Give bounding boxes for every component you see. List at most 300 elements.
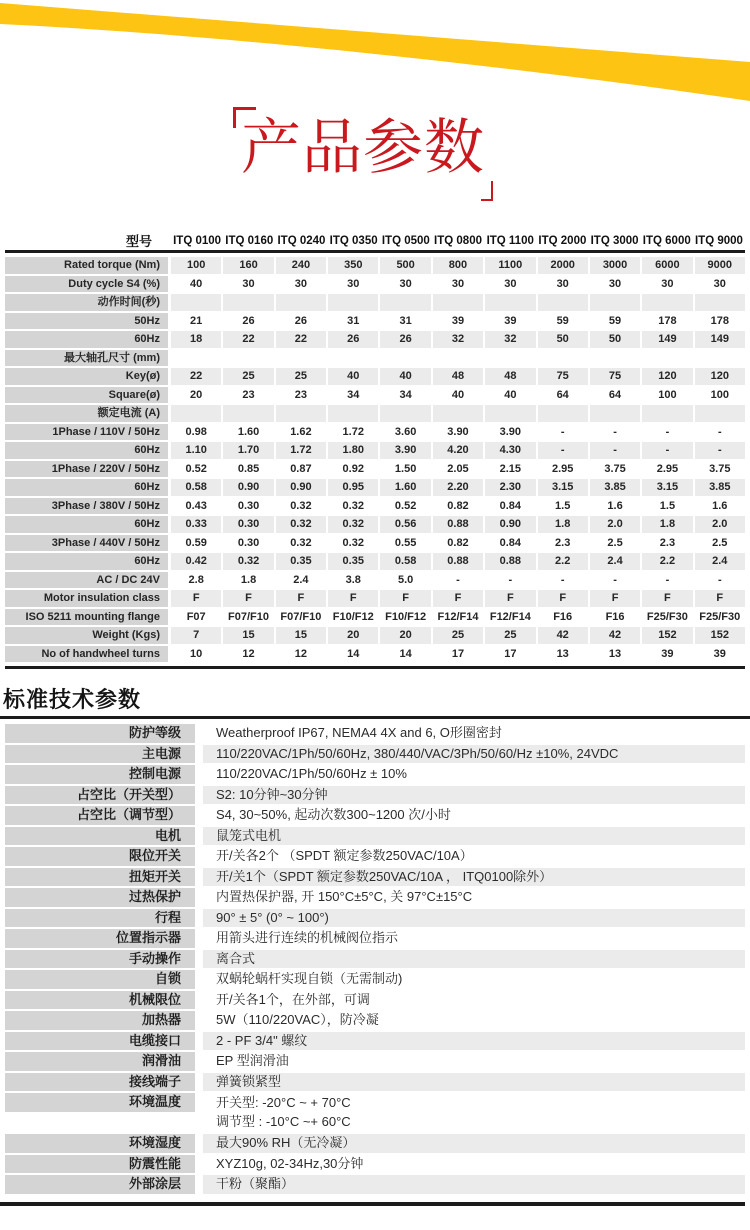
table1-row-label: Motor insulation class (5, 590, 168, 607)
model-name: ITQ 0350 (329, 234, 378, 247)
table1-row-label: ISO 5211 mounting flange (5, 609, 168, 626)
table1-value-cell: 30 (221, 276, 273, 293)
model-name: ITQ 0500 (381, 234, 430, 247)
table1-value-cell: 22 (274, 331, 326, 348)
table1-value-cell: 0.33 (171, 516, 221, 533)
table1-value-cell: 0.85 (221, 461, 273, 478)
table1-value-cell (693, 405, 745, 422)
table1-value-cell: 0.84 (483, 498, 535, 515)
table2-row-label: 自锁 (5, 970, 195, 989)
table1-value-cell: F07/F10 (221, 609, 273, 626)
model-name: ITQ 1100 (486, 234, 534, 247)
table1-value-cell: 100 (693, 387, 745, 404)
table2-row-label: 行程 (5, 909, 195, 928)
table1-value-cell: - (640, 424, 692, 441)
table2-row-label: 环境湿度 (5, 1134, 195, 1153)
table2-row (5, 868, 745, 887)
table1-value-cell: 0.35 (326, 553, 378, 570)
table2-row-value (203, 950, 745, 969)
table1-value-cell: 26 (378, 331, 430, 348)
table1-value-cell: 1.5 (640, 498, 692, 515)
table1-row (5, 424, 745, 441)
table1-value-cell (221, 405, 273, 422)
table2-row-value (203, 970, 745, 989)
table1-value-cell: 39 (483, 313, 535, 330)
table1-value-cell: 2.5 (693, 535, 745, 552)
table2-row-value (203, 888, 745, 907)
model-name: ITQ 0800 (434, 234, 482, 247)
table1-value-cell (640, 350, 692, 367)
table1-value-cell: 2.3 (640, 535, 692, 552)
table1-value-cell: 50 (536, 331, 588, 348)
table1-value-cell: 0.82 (431, 498, 483, 515)
table2-row-label: 扭矩开关 (5, 868, 195, 887)
table1-row (5, 479, 745, 496)
table1-value-cell: 0.42 (171, 553, 221, 570)
table1-value-cell: 0.43 (171, 498, 221, 515)
table1-value-cell: 3.85 (693, 479, 745, 496)
table1-value-cell (588, 350, 640, 367)
table1-value-cell: 25 (483, 627, 535, 644)
table1-row-values (171, 313, 745, 330)
table1-value-cell: F12/F14 (431, 609, 483, 626)
table2-row (5, 970, 745, 989)
table1-value-cell: 3.15 (640, 479, 692, 496)
table1-value-cell: 100 (171, 257, 221, 274)
table1-value-cell: F16 (536, 609, 588, 626)
table1-value-cell: 2.4 (588, 553, 640, 570)
table2-value-line: 开/关1个（SPDT 额定参数250VAC/10A ， ITQ0100除外） (216, 868, 553, 884)
table1-value-cell: 1.80 (326, 442, 378, 459)
table1-value-cell: 30 (431, 276, 483, 293)
table1-row (5, 627, 745, 644)
table2-row (5, 827, 745, 846)
table1-value-cell: 2.2 (536, 553, 588, 570)
table2-row-label: 控制电源 (5, 765, 195, 784)
table1-value-cell: F (536, 590, 588, 607)
table1-row-label: 动作时间(秒) (5, 294, 168, 311)
divider-under-parameter-table (5, 666, 745, 669)
table1-row-label: 60Hz (5, 442, 168, 459)
table1-row-label: AC / DC 24V (5, 572, 168, 589)
table1-value-cell: 42 (588, 627, 640, 644)
table1-value-cell: 20 (378, 627, 430, 644)
table1-value-cell: 15 (274, 627, 326, 644)
table1-value-cell (221, 294, 273, 311)
table1-value-cell: 9000 (693, 257, 745, 274)
table1-value-cell: 0.88 (431, 516, 483, 533)
table2-value-line: 鼠笼式电机 (216, 827, 282, 843)
table1-value-cell: 240 (274, 257, 326, 274)
table1-value-cell: F07 (171, 609, 221, 626)
model-name: ITQ 0240 (277, 234, 326, 247)
table1-value-cell (536, 294, 588, 311)
table1-value-cell: 3.85 (588, 479, 640, 496)
table1-value-cell: 31 (326, 313, 378, 330)
table1-value-cell: 1.60 (378, 479, 430, 496)
table1-value-cell: F (171, 590, 221, 607)
table1-value-cell: 1.6 (693, 498, 745, 515)
table2-value-line: 调节型 : -10°C ~+ 60°C (216, 1113, 351, 1129)
table1-row-label: Rated torque (Nm) (5, 257, 168, 274)
table1-value-cell: F12/F14 (483, 609, 535, 626)
table1-value-cell: 42 (536, 627, 588, 644)
table1-value-cell: 1.60 (221, 424, 273, 441)
table1-value-cell: 0.90 (274, 479, 326, 496)
table1-value-cell: 48 (483, 368, 535, 385)
table2-row-value (203, 1073, 745, 1092)
table1-value-cell (693, 350, 745, 367)
table1-value-cell: 0.92 (326, 461, 378, 478)
divider-under-section-title (0, 716, 750, 719)
table1-value-cell: 0.58 (378, 553, 430, 570)
model-name: ITQ 6000 (642, 234, 691, 247)
table1-value-cell: F10/F12 (326, 609, 378, 626)
table1-row-values (171, 276, 745, 293)
table1-value-cell: 2.95 (536, 461, 588, 478)
table2-row-value (203, 1134, 745, 1153)
table1-row-values (171, 442, 745, 459)
table1-value-cell: 2.2 (640, 553, 692, 570)
table1-value-cell: - (483, 572, 535, 589)
table1-value-cell (274, 294, 326, 311)
table1-value-cell: 30 (483, 276, 535, 293)
table1-value-cell: 25 (221, 368, 273, 385)
table1-row (5, 368, 745, 385)
table1-row-values (171, 294, 745, 311)
table2-value-line: S4, 30~50%, 起动次数300~1200 次/小时 (216, 807, 451, 822)
table1-value-cell: 3.90 (378, 442, 430, 459)
table1-value-cell: 178 (640, 313, 692, 330)
table1-row (5, 572, 745, 589)
table2-row-value (203, 1175, 745, 1194)
table1-value-cell: 152 (640, 627, 692, 644)
table2-row-label: 电缆接口 (5, 1032, 195, 1051)
table1-value-cell: 149 (640, 331, 692, 348)
table1-value-cell (588, 294, 640, 311)
table1-value-cell: 40 (483, 387, 535, 404)
table2-value-line: 110/220VAC/1Ph/50/60Hz ± 10% (216, 766, 407, 781)
table1-row (5, 646, 745, 663)
table1-value-cell: 0.32 (326, 498, 378, 515)
table1-value-cell: - (431, 572, 483, 589)
table1-value-cell: F (640, 590, 692, 607)
table1-value-cell (588, 405, 640, 422)
table2-row-label: 占空比（调节型） (5, 806, 195, 825)
table1-value-cell: 22 (221, 331, 273, 348)
table2-value-line: 干粉（聚酯） (216, 1176, 295, 1191)
table2-value-line: EP 型润滑油 (216, 1053, 289, 1068)
table1-value-cell: F (693, 590, 745, 607)
table1-value-cell: 0.88 (431, 553, 483, 570)
table1-value-cell: 0.52 (378, 498, 430, 515)
table1-value-cell: 120 (693, 368, 745, 385)
table1-value-cell: 40 (431, 387, 483, 404)
table1-value-cell: 21 (171, 313, 221, 330)
table1-value-cell: 14 (326, 646, 378, 663)
table2-row-label: 主电源 (5, 745, 195, 764)
table2-row-value (203, 827, 745, 846)
table2-value-line: 开/关各2个 （SPDT 额定参数250VAC/10A） (216, 848, 473, 863)
table1-row-label: 最大轴孔尺寸 (mm) (5, 350, 168, 367)
table1-value-cell: 75 (536, 368, 588, 385)
table1-value-cell: 30 (536, 276, 588, 293)
table1-value-cell: - (693, 572, 745, 589)
table1-row (5, 313, 745, 330)
table1-value-cell: 26 (326, 331, 378, 348)
table1-row-label: Weight (Kgs) (5, 627, 168, 644)
table1-value-cell: 39 (640, 646, 692, 663)
page-title: 产品参数 (241, 114, 485, 181)
table1-section-row (5, 294, 745, 311)
section-title: 标准技术参数 (3, 687, 142, 712)
table2-row-value (203, 806, 745, 825)
table1-value-cell: - (536, 572, 588, 589)
table2-value-line: 离合式 (216, 950, 256, 966)
table1-row-values (171, 516, 745, 533)
table2-row (5, 1073, 745, 1092)
table1-value-cell: 152 (693, 627, 745, 644)
table1-value-cell: 26 (221, 313, 273, 330)
table2-value-line: Weatherproof IP67, NEMA4 4X and 6, O形圈密封 (216, 725, 502, 740)
table2-row-label: 接线端子 (5, 1073, 195, 1092)
table1-row (5, 609, 745, 626)
table1-value-cell (431, 350, 483, 367)
table2-row-value (203, 929, 745, 948)
table1-value-cell (483, 405, 535, 422)
table1-value-cell (274, 405, 326, 422)
table1-value-cell: 32 (483, 331, 535, 348)
table1-value-cell: 2.0 (588, 516, 640, 533)
table1-value-cell: 1100 (483, 257, 535, 274)
table2-value-line: 开/关各1个，在外部，可调 (216, 991, 370, 1007)
table1-row-values (171, 553, 745, 570)
table1-value-cell: 120 (640, 368, 692, 385)
table1-value-cell: F25/F30 (640, 609, 692, 626)
table1-row-values (171, 609, 745, 626)
table1-row-label: 额定电流 (A) (5, 405, 168, 422)
table1-value-cell: 2.8 (171, 572, 221, 589)
table2-row-label: 手动操作 (5, 950, 195, 969)
table2-row (5, 929, 745, 948)
table2-row (5, 1052, 745, 1071)
table1-row (5, 516, 745, 533)
table1-value-cell: 350 (326, 257, 378, 274)
table1-value-cell: 15 (221, 627, 273, 644)
table1-row-values (171, 646, 745, 663)
table1-value-cell: 59 (536, 313, 588, 330)
table2-row-label: 防护等级 (5, 724, 195, 743)
table1-row-label: 1Phase / 110V / 50Hz (5, 424, 168, 441)
table1-value-cell: 5.0 (378, 572, 430, 589)
model-parameter-table (5, 257, 745, 664)
table2-value-line: 用箭头进行连续的机械阀位指示 (216, 930, 399, 945)
table2-value-line: XYZ10g, 02-34Hz,30分钟 (216, 1155, 364, 1171)
table1-value-cell: 48 (431, 368, 483, 385)
table1-value-cell (640, 294, 692, 311)
table1-value-cell: 2.5 (588, 535, 640, 552)
table1-value-cell: 1.5 (536, 498, 588, 515)
table2-row-label: 过热保护 (5, 888, 195, 907)
table2-row-label: 润滑油 (5, 1052, 195, 1071)
table1-value-cell: - (588, 442, 640, 459)
table2-value-line: 2 - PF 3/4" 螺纹 (216, 1032, 308, 1048)
table1-value-cell: 3.8 (326, 572, 378, 589)
table1-row-values (171, 461, 745, 478)
table1-value-cell (378, 405, 430, 422)
table1-value-cell: 3.90 (431, 424, 483, 441)
table1-row (5, 553, 745, 570)
model-name: ITQ 2000 (538, 234, 587, 247)
table1-value-cell: 59 (588, 313, 640, 330)
table2-row (5, 950, 745, 969)
table1-value-cell: 0.88 (483, 553, 535, 570)
table2-row-label: 机械限位 (5, 991, 195, 1010)
table1-value-cell: F (431, 590, 483, 607)
table1-value-cell: 0.95 (326, 479, 378, 496)
table1-value-cell: 0.58 (171, 479, 221, 496)
table1-value-cell: F (326, 590, 378, 607)
table1-value-cell: 500 (378, 257, 430, 274)
table2-row-value (203, 1032, 745, 1051)
table1-value-cell: 39 (693, 646, 745, 663)
table2-value-line: 内置热保护器, 开 150°C±5°C, 关 97°C±15°C (216, 889, 473, 904)
table1-value-cell: 30 (378, 276, 430, 293)
table1-row (5, 442, 745, 459)
table1-value-cell: 40 (378, 368, 430, 385)
table1-value-cell: 1.10 (171, 442, 221, 459)
table2-row-value (203, 765, 745, 784)
table1-value-cell: 2000 (536, 257, 588, 274)
table1-value-cell: 0.52 (171, 461, 221, 478)
table2-row-value (203, 1052, 745, 1071)
table1-value-cell: 17 (431, 646, 483, 663)
table1-row-values (171, 405, 745, 422)
table2-value-line: 开关型: -20°C ~ + 70°C (216, 1095, 351, 1110)
table1-value-cell: F25/F30 (693, 609, 745, 626)
table1-value-cell: 1.72 (274, 442, 326, 459)
table2-row (5, 991, 745, 1010)
table1-value-cell (326, 405, 378, 422)
table1-value-cell: 34 (378, 387, 430, 404)
table1-value-cell: F (378, 590, 430, 607)
table1-value-cell: 149 (693, 331, 745, 348)
model-caption: 型号 (125, 234, 152, 249)
table1-value-cell: - (693, 442, 745, 459)
table1-row-values (171, 368, 745, 385)
table1-value-cell: 3.75 (693, 461, 745, 478)
table2-row (5, 1134, 745, 1153)
table1-row-label: No of handwheel turns (5, 646, 168, 663)
table1-value-cell (378, 350, 430, 367)
table1-value-cell: 1.6 (588, 498, 640, 515)
table1-row-values (171, 331, 745, 348)
table1-value-cell: 23 (274, 387, 326, 404)
table1-row-values (171, 257, 745, 274)
table1-section-row (5, 350, 745, 367)
table1-value-cell: F07/F10 (274, 609, 326, 626)
table1-value-cell: 2.05 (431, 461, 483, 478)
table1-row-label: 50Hz (5, 313, 168, 330)
table2-row-label: 环境温度 (5, 1093, 195, 1112)
table2-row (5, 765, 745, 784)
table1-row (5, 590, 745, 607)
model-name: ITQ 0100 (173, 234, 222, 247)
table1-value-cell (221, 350, 273, 367)
table1-value-cell: 25 (274, 368, 326, 385)
table2-row-value (203, 724, 745, 743)
table1-value-cell: 3.90 (483, 424, 535, 441)
table1-value-cell: 4.20 (431, 442, 483, 459)
table1-value-cell: 0.35 (274, 553, 326, 570)
table2-row (5, 1032, 745, 1051)
table1-row-label: 1Phase / 220V / 50Hz (5, 461, 168, 478)
table1-value-cell: 25 (431, 627, 483, 644)
table1-value-cell (536, 350, 588, 367)
table1-value-cell: 0.84 (483, 535, 535, 552)
table1-row-label: 3Phase / 380V / 50Hz (5, 498, 168, 515)
table1-value-cell (274, 350, 326, 367)
table2-row-value (203, 909, 745, 928)
table2-value-line: 最大90% RH（无冷凝） (216, 1135, 356, 1150)
table1-value-cell: 30 (326, 276, 378, 293)
table2-row (5, 724, 745, 743)
table1-value-cell: 26 (274, 313, 326, 330)
table1-row-label: 60Hz (5, 331, 168, 348)
table1-value-cell: 12 (274, 646, 326, 663)
table1-value-cell: 1.50 (378, 461, 430, 478)
table1-value-cell: 2.20 (431, 479, 483, 496)
table1-value-cell: F (588, 590, 640, 607)
table1-row-values (171, 479, 745, 496)
table1-value-cell: 30 (588, 276, 640, 293)
table1-value-cell: 40 (326, 368, 378, 385)
table1-value-cell: 0.90 (221, 479, 273, 496)
table1-section-row (5, 405, 745, 422)
table2-value-line: 双蜗轮蜗杆实现自锁（无需制动) (216, 971, 403, 986)
table1-value-cell: 64 (588, 387, 640, 404)
table1-value-cell: 178 (693, 313, 745, 330)
table1-value-cell: 23 (221, 387, 273, 404)
table1-row-values (171, 424, 745, 441)
table2-row (5, 888, 745, 907)
table1-value-cell (326, 350, 378, 367)
table2-value-line: 110/220VAC/1Ph/50/60Hz, 380/440/VAC/3Ph/50/60/Hz ±10%, 24VDC (216, 745, 619, 761)
table2-row-value (203, 1093, 745, 1132)
table1-value-cell: 30 (274, 276, 326, 293)
standard-spec-table (5, 724, 745, 1196)
table1-value-cell: 1.8 (536, 516, 588, 533)
table2-row-label: 防震性能 (5, 1155, 195, 1174)
table1-value-cell (536, 405, 588, 422)
table2-row (5, 786, 745, 805)
table1-value-cell: 1.8 (221, 572, 273, 589)
table1-value-cell: 12 (221, 646, 273, 663)
table1-value-cell: 2.30 (483, 479, 535, 496)
table1-row-label: Duty cycle S4 (%) (5, 276, 168, 293)
table1-value-cell: 0.30 (221, 535, 273, 552)
table1-value-cell: 4.30 (483, 442, 535, 459)
table1-row-label: Key(ø) (5, 368, 168, 385)
table1-row (5, 276, 745, 293)
table1-value-cell: 0.59 (171, 535, 221, 552)
table1-value-cell (171, 405, 221, 422)
table2-row (5, 1175, 745, 1194)
table1-value-cell: 31 (378, 313, 430, 330)
table1-value-cell: - (536, 442, 588, 459)
table1-value-cell: 50 (588, 331, 640, 348)
table1-value-cell: 1.70 (221, 442, 273, 459)
